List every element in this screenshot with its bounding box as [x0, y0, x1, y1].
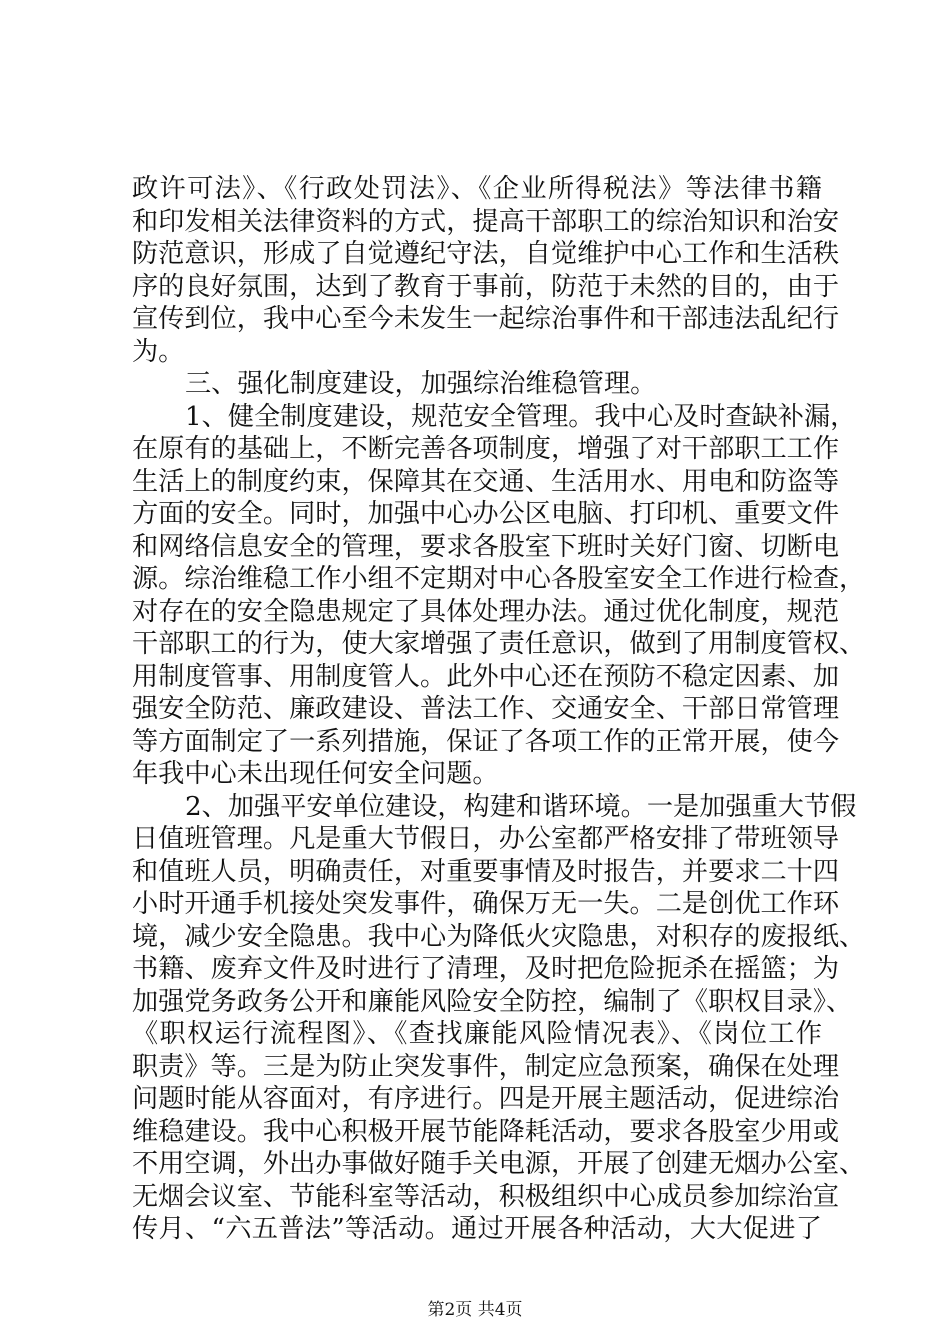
text-line: 境，减少安全隐患。我中心为降低火灾隐患，对积存的废报纸、 [132, 921, 866, 952]
text-line: 用制度管事、用制度管人。此外中心还在预防不稳定因素、加 [132, 661, 840, 692]
text-line: 和网络信息安全的管理，要求各股室下班时关好门窗、切断电 [132, 531, 840, 562]
text-line: 宣传到位，我中心至今未发生一起综治事件和干部违法乱纪行 [132, 304, 840, 334]
text-line: 书籍、废弃文件及时进行了清理，及时把危险扼杀在摇篮；为 [132, 954, 840, 984]
document-body [132, 173, 866, 1246]
paragraph-item-1 [132, 401, 866, 791]
text-line: 年我中心未出现任何安全问题。 [132, 759, 499, 789]
text-line: 《职权运行流程图》、《查找廉能风险情况表》、《岗位工作 [132, 1019, 822, 1049]
text-line: 等方面制定了一系列措施，保证了各项工作的正常开展，使今 [132, 726, 840, 757]
text-line: 1、健全制度建设，规范安全管理。我中心及时查缺补漏， [185, 401, 857, 432]
text-line: 加强党务政务公开和廉能风险安全防控，编制了《职权目录》、 [132, 986, 853, 1017]
text-line: 政许可法》、《行政处罚法》、《企业所得税法》等法律书籍 [132, 174, 822, 204]
text-line: 干部职工的行为，使大家增强了责任意识，做到了用制度管权、 [132, 629, 866, 659]
text-line: 问题时能从容面对，有序进行。四是开展主题活动，促进综治 [132, 1084, 840, 1114]
page-number-footer: 第2页 共4页 [427, 1300, 523, 1320]
text-line: 小时开通手机接处突发事件，确保万无一失。二是创优工作环 [132, 889, 840, 919]
text-line: 日值班管理。凡是重大节假日，办公室都严格安排了带班领导 [132, 824, 840, 854]
text-line: 防范意识，形成了自觉遵纪守法，自觉维护中心工作和生活秩 [132, 239, 840, 269]
text-line: 维稳建设。我中心积极开展节能降耗活动，要求各股室少用或 [132, 1116, 840, 1147]
text-line: 传月、“六五普法”等活动。通过开展各种活动，大大促进了 [132, 1214, 822, 1244]
paragraph-continued [132, 173, 840, 368]
text-line: 2、加强平安单位建设，构建和谐环境。一是加强重大节假 [185, 791, 857, 822]
text-line: 对存在的安全隐患规定了具体处理办法。通过优化制度，规范 [132, 596, 840, 627]
text-line: 无烟会议室、节能科室等活动，积极组织中心成员参加综治宣 [132, 1181, 840, 1212]
text-line: 源。综治维稳工作小组不定期对中心各股室安全工作进行检查， [132, 564, 866, 594]
text-line: 方面的安全。同时，加强中心办公区电脑、打印机、重要文件 [132, 499, 840, 529]
paragraph-item-2 [132, 791, 866, 1246]
text-line: 强安全防范、廉政建设、普法工作、交通安全、干部日常管理 [132, 694, 840, 724]
text-line: 和值班人员，明确责任，对重要事情及时报告，并要求二十四 [132, 856, 840, 887]
text-line: 在原有的基础上，不断完善各项制度，增强了对干部职工工作 [132, 434, 840, 464]
text-line: 职责》等。三是为防止突发事件，制定应急预案，确保在处理 [132, 1051, 840, 1082]
text-line: 和印发相关法律资料的方式，提高干部职工的综治知识和治安 [132, 206, 840, 237]
section-heading-text: 三、强化制度建设，加强综治维稳管理。 [185, 369, 657, 399]
text-line: 不用空调，外出办事做好随手关电源，开展了创建无烟办公室、 [132, 1149, 866, 1179]
text-line: 为。 [132, 336, 185, 367]
section-heading [132, 368, 822, 401]
text-line: 生活上的制度约束，保障其在交通、生活用水、用电和防盗等 [132, 466, 840, 497]
text-line: 序的良好氛围，达到了教育于事前，防范于未然的目的，由于 [132, 271, 840, 302]
